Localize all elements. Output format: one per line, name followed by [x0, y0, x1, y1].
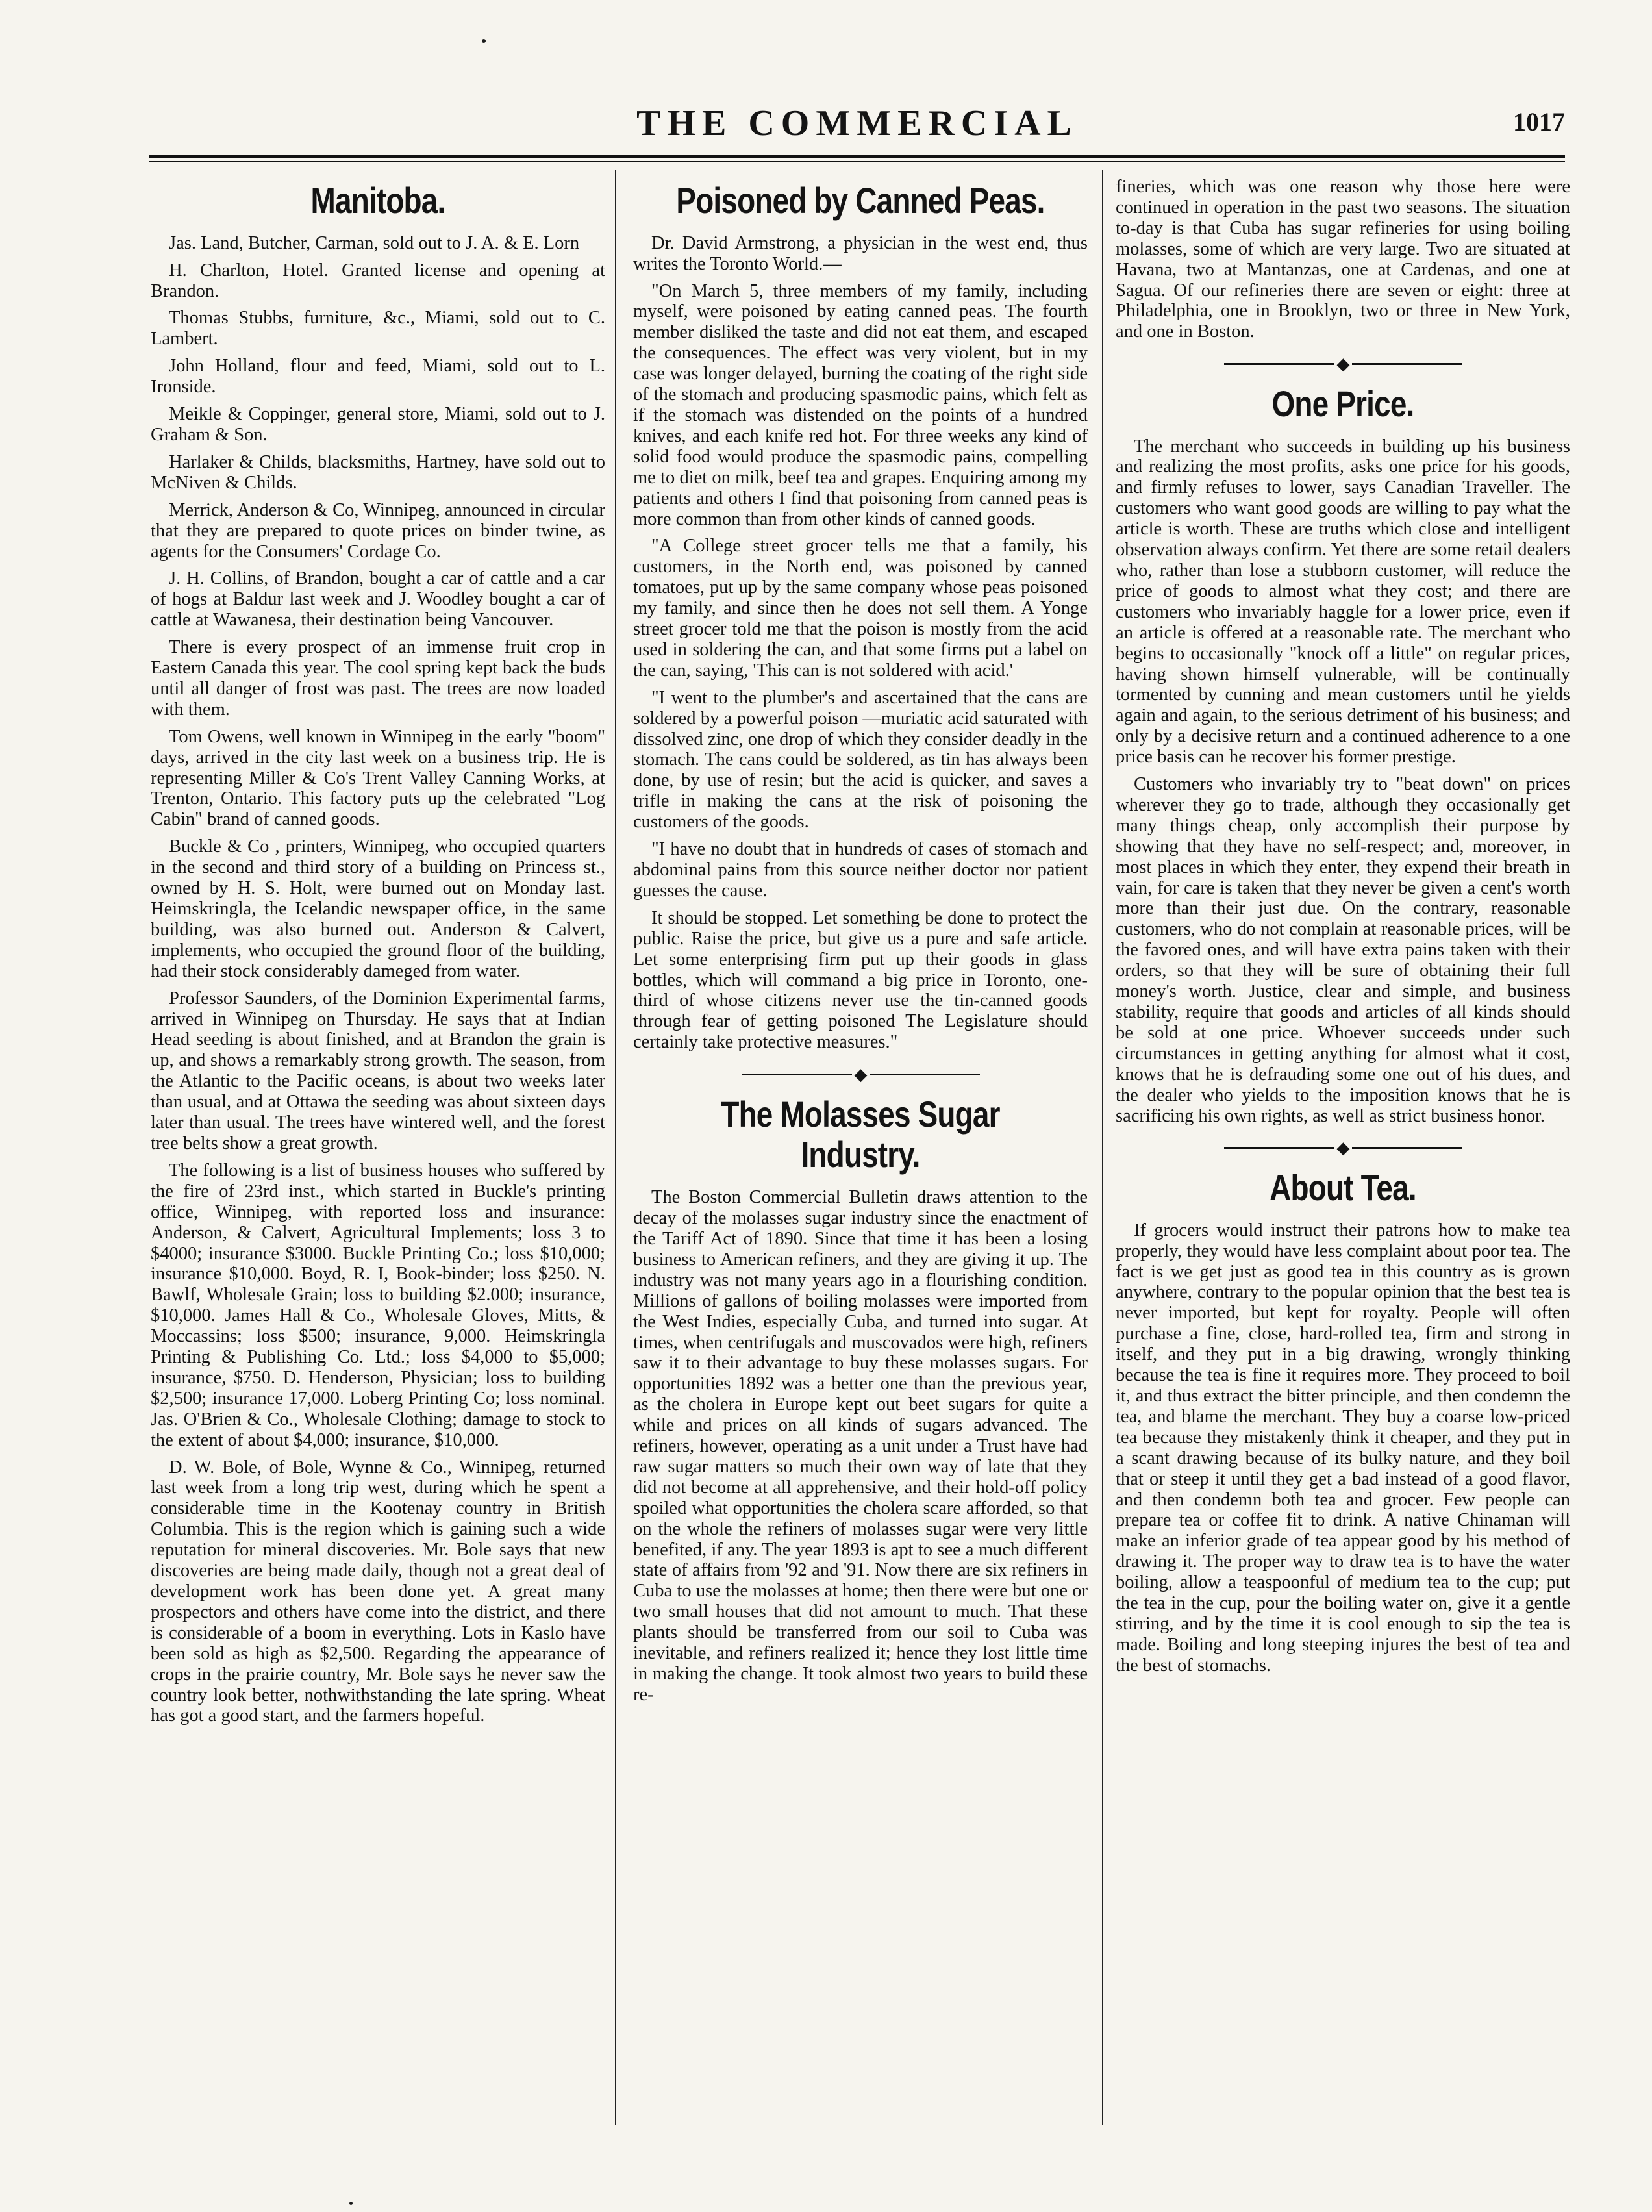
column-rule	[615, 170, 616, 2125]
article-title: Manitoba.	[310, 180, 445, 221]
article-paragraph: fineries, which was one reason why those here were continued in operation in the past two seasons. The situation to-day is that Cuba has sugar refineries for using boiling molasses, some of which are very large. Two are situated at Havana, two at Mantanzas, one at Cardenas, and one at Sagua. Of our refineries there are seven or eight: three at Philadelphia, one in Brooklyn, two or three in New York, and one in Boston.	[1116, 177, 1570, 342]
column-rule	[1102, 170, 1103, 2125]
section-divider: ◆	[1116, 1137, 1570, 1157]
article-title: About Tea.	[1270, 1167, 1416, 1209]
article-paragraph: Harlaker & Childs, blacksmiths, Hartney, have sold out to McNiven & Childs.	[151, 451, 605, 493]
article-paragraph: J. H. Collins, of Brandon, bought a car of cattle and a car of hogs at Baldur last week and J. Woodley bought a car of cattle at Wawanesa, their destination being Vancouver.	[151, 568, 605, 631]
article-title: One Price.	[1271, 383, 1414, 424]
article-paragraph: "A College street grocer tells me that a family, his customers, in the North end, was poisoned by canned tomatoes, put up by the same company whose peas poisoned my family, and since then he does not sell them. A Yonge street grocer told me that the poison is mostly from the acid used in soldering the can, and that some firms put a label on the can, saying, 'This can is not soldered with acid.'	[633, 536, 1088, 681]
article-paragraph: There is every prospect of an immense fruit crop in Eastern Canada this year. The cool spring kept back the buds until all danger of frost was past. The trees are now loaded with them.	[151, 637, 605, 720]
article-paragraph: "I went to the plumber's and ascertained that the cans are soldered by a powerful poison —muriatic acid saturated with dissolved zinc, one drop of which they consider deadly in the stomach. The cans could be soldered, as tin has always been done, by use of resin; but the acid is quicker, and saves a trifle in making the cans at the risk of poisoning the customers of the goods.	[633, 687, 1088, 833]
article-paragraph: The merchant who succeeds in building up his business and realizing the most profits, asks one price for his goods, and firmly refuses to lower, says Canadian Traveller. The customers who want good goods are willing to pay what the article is worth. These are truths which close and intelligent observation always confirm. Yet there are some retail dealers who, rather than lose a stubborn customer, will reduce the price of goods to almost what they cost; and there are customers who invariably haggle for a lower price, even if an article is offered at a reasonable rate. The merchant who begins to occasionally "knock off a little" on regular prices, having shown himself vulnerable, will be continually tormented by cunning and mean customers until he yields again and again, to the serious detriment of his business; and only by a decisive return and a continued adherence to a one price basis can he recover his former prestige.	[1116, 436, 1570, 768]
article-paragraph: Tom Owens, well known in Winnipeg in the early "boom" days, arrived in the city last week on a business trip. He is representing Miller & Co's Trent Valley Canning Works, at Trenton, Ontario. This factory puts up the celebrated "Log Cabin" brand of canned goods.	[151, 726, 605, 830]
article-paragraph: If grocers would instruct their patrons how to make tea properly, they would have less complaint about poor tea. The fact is we get just as good tea in this country as is grown anywhere, contrary to the popular opinion that the best tea is never imported, but kept for royalty. People will often purchase a fine, close, hard-rolled tea, firm and strong in itself, and they put in a big drawing, wrongly thinking because the tea is fine it requires more. They proceed to boil it, and thus extract the bitter principle, and then condemn the tea, and blame the merchant. They buy a coarse low-priced tea because they mistakenly think it cheaper, and they put in a scant drawing because of its bulky nature, and they boil that or steep it until they get a bad instead of a good flavor, and then condemn both tea and grocer. Few people can prepare tea or coffee fit to drink. A native Chinaman will make an inferior grade of tea appear good by his method of drawing it. The proper way to draw tea is to have the water boiling, allow a teaspoonful of medium tea to the cup; put the tea in the cup, pour the boiling water on, give it a gentle stirring, and by the time it is cool enough to sip the tea is made. Boiling and long steeping injures the best of tea and the best of stomachs.	[1116, 1220, 1570, 1676]
section-divider: ◆	[1116, 353, 1570, 373]
article-paragraph: Meikle & Coppinger, general store, Miami, sold out to J. Graham & Son.	[151, 404, 605, 445]
print-speck	[349, 2202, 353, 2205]
article-paragraph: Merrick, Anderson & Co, Winnipeg, announced in circular that they are prepared to quote prices on binder twine, as agents for the Consumers' Cordage Co.	[151, 499, 605, 562]
section-divider: ◆	[633, 1063, 1088, 1084]
column-2	[633, 177, 1088, 1712]
masthead	[149, 103, 1565, 148]
article-paragraph: "On March 5, three members of my family, including myself, were poisoned by eating canned peas. The fourth member disliked the taste and did not eat them, and escaped the consequences. The effect was very violent, but in my case was longer delayed, burning the coating of the right side of the stomach and producing spasmodic pains, which felt as if the stomach was distended on the points of a hundred knives, and each knife red hot. For three weeks any kind of solid food would produce the spasmodic pains, compelling me to diet on milk, beef tea and grapes. Enquiring among my patients and others I find that poisoning from canned peas is more common than from other kinds of canned goods.	[633, 281, 1088, 529]
article-paragraph: The Boston Commercial Bulletin draws attention to the decay of the molasses sugar industry since the enactment of the Tariff Act of 1890. Since that time it has been a losing business to American refiners, and they are giving it up. The industry was not many years ago in a flourishing condition. Millions of gallons of boiling molasses were imported from the West Indies, especially Cuba, and turned into sugar. At times, when centrifugals and muscovados were high, refiners saw it to their advantage to buy these molasses sugars. For opportunities 1892 was a better one than the previous year, as the cholera in Europe kept out beet sugars for quite a while and prices on all kinds of sugars advanced. The refiners, however, operating as a unit under a Trust have had raw sugar matters so much their own way of late that they did not become at all apprehensive, and their hold-off policy spoiled what opportunities the cholera scare afforded, so that on the whole the refiners of molasses sugar were very little benefited, if any. The year 1893 is apt to see a much different state of affairs from '92 and '91. Now there are six refiners in Cuba to use the molasses at home; then there were but one or two small houses that did not amount to much. That these plants should be transferred from our soil to Cuba was inevitable, and refiners realized it; hence they lost little time in making the change. It took almost two years to build these re-	[633, 1187, 1088, 1705]
print-speck	[482, 39, 486, 43]
article-paragraph: Customers who invariably try to "beat down" on prices wherever they go to trade, although they occasionally get many things cheap, only accomplish their purpose by showing that they have no self-respect; and, moreover, in most places in which they enter, they expend their breath in vain, for care is taken that they never be given a cent's worth more than their just due. On the contrary, reasonable customers, who do not complain at reasonable prices, will be the favored ones, and will have extra pains taken with their orders, so that they will be sure of obtaining their full money's worth. Justice, clear and simple, and business stability, require that goods and articles of all kinds should be sold at one price. Whoever succeeds under such circumstances in getting anything for almost what it cost, knows that he is defrauding some one out of his dues, and the dealer who yields to the imposition knows that he is sacrificing his own rights, as well as strict business honor.	[1116, 774, 1570, 1126]
article-paragraph: Buckle & Co , printers, Winnipeg, who occupied quarters in the second and third story of a building on Princess st., owned by H. S. Holt, were burned out on Monday last. Heimskringla, the Icelandic newspaper office, in the same building, was also burned out. Anderson & Calvert, implements, who occupied the ground floor of the building, had their stock considerably dameged from water.	[151, 836, 605, 981]
article-paragraph: The following is a list of business houses who suffered by the fire of 23rd inst., which started in Buckle's printing office, Winnipeg, with reported loss and insurance: Anderson, & Calvert, Agricultural Implements; loss 3 to $4000; insurance $3000. Buckle Printing Co.; loss $10,000; insurance $10,000. Boyd, R. I, Book-binder; loss $250. N. Bawlf, Wholesale Grain; loss to building $2.000; insurance, $10,000. James Hall & Co., Wholesale Gloves, Mitts, & Moccassins; loss $500; insurance, 9,000. Heimskringla Printing & Publishing Co. Ltd.; loss $4,000 to $5,000; insurance, $750. D. Henderson, Physician; loss to building $2,500; insurance 17,000. Loberg Printing Co; loss nominal. Jas. O'Brien & Co., Wholesale Clothing; damage to stock to the extent of about $4,000; insurance, $10,000.	[151, 1160, 605, 1450]
article-paragraph: It should be stopped. Let something be done to protect the public. Raise the price, but give us a pure and safe article. Let some enterprising firm put up their goods in glass bottles, which will command a big price in Toronto, one-third of whose citizens never use the tin-canned goods through fear of getting poisoned The Legislature should certainly take protective measures."	[633, 907, 1088, 1053]
article-title: The Molasses Sugar Industry.	[721, 1093, 1000, 1175]
masthead-rule-thin	[149, 161, 1565, 162]
article-paragraph: "I have no doubt that in hundreds of cases of stomach and abdominal pains from this source neither doctor nor patient guesses the cause.	[633, 839, 1088, 901]
page-number: 1017	[1513, 107, 1565, 136]
article-paragraph: Thomas Stubbs, furniture, &c., Miami, sold out to C. Lambert.	[151, 308, 605, 349]
column-3	[1116, 177, 1570, 1683]
article-paragraph: D. W. Bole, of Bole, Wynne & Co., Winnipeg, returned last week from a long trip west, during which he spent a considerable time in the Kootenay country in British Columbia. This is the region which is gaining such a wide reputation for mineral discoveries. Mr. Bole says that new discoveries are being made daily, though not a great deal of development work has been done yet. A great many prospectors and others have come into the district, and there is considerable of a boom in everything. Lots in Kaslo have been sold as high as $2,500. Regarding the appearance of crops in the prairie country, Mr. Bole says he never saw the country look better, nothwithstanding the late spring. Wheat has got a good start, and the farmers hopeful.	[151, 1457, 605, 1726]
masthead-rule	[149, 155, 1565, 158]
article-paragraph: Professor Saunders, of the Dominion Experimental farms, arrived in Winnipeg on Thursday. He says that at Indian Head seeding is about finished, and at Brandon the grain is up, and shows a remarkably strong growth. The season, from the Atlantic to the Pacific oceans, is about two weeks later than usual, and at Ottawa the seeding was about sixteen days later than usual. The trees have wintered well, and the forest tree belts show a great growth.	[151, 988, 605, 1153]
column-1	[151, 177, 605, 1733]
article-paragraph: John Holland, flour and feed, Miami, sold out to L. Ironside.	[151, 356, 605, 397]
masthead-title: THE COMMERCIAL	[636, 103, 1078, 144]
article-title: Poisoned by Canned Peas.	[676, 180, 1045, 221]
article-paragraph: Dr. David Armstrong, a physician in the west end, thus writes the Toronto World.—	[633, 233, 1088, 274]
article-paragraph: H. Charlton, Hotel. Granted license and opening at Brandon.	[151, 260, 605, 301]
article-paragraph: Jas. Land, Butcher, Carman, sold out to J. A. & E. Lorn	[169, 233, 580, 253]
